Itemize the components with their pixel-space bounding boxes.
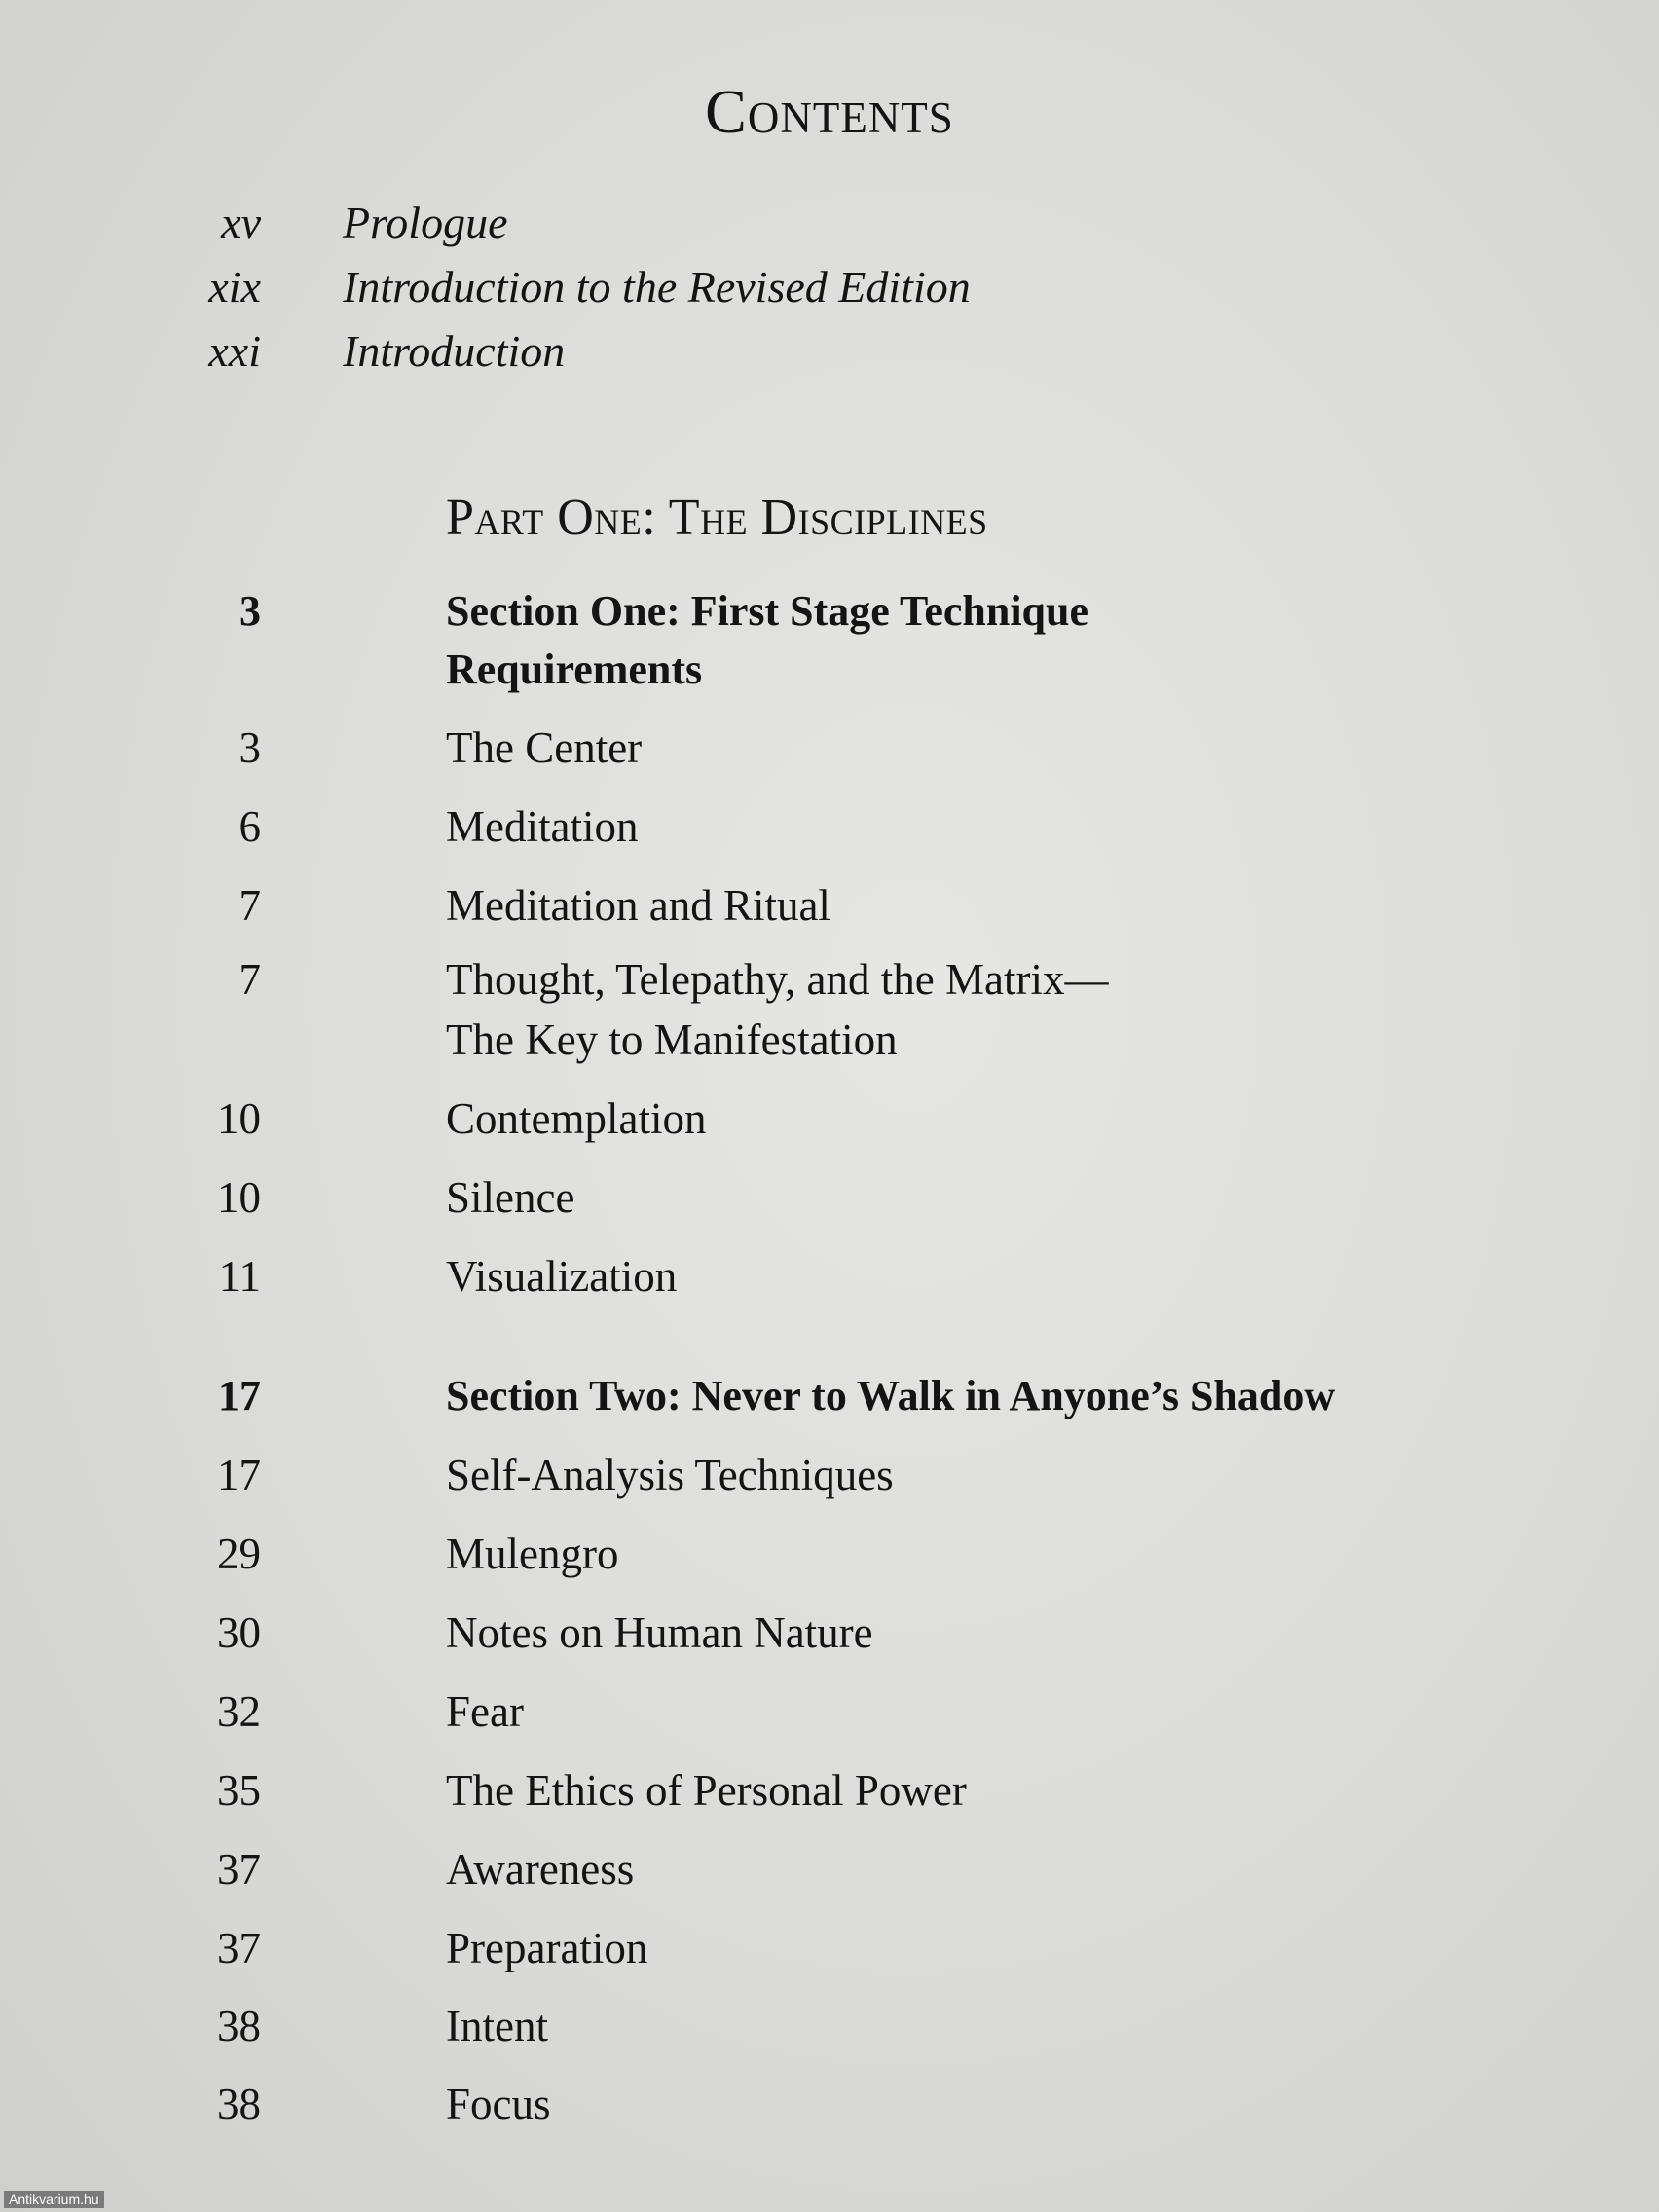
toc-entry-label: Intent [446, 2002, 548, 2050]
toc-entry-label: Awareness [446, 1845, 635, 1894]
toc-page-number: 37 [217, 1845, 261, 1894]
toc-entry-label: Section Two: Never to Walk in Anyone’s Shadow [446, 1372, 1336, 1419]
toc-page-number: 37 [217, 1924, 261, 1972]
toc-page-number: 11 [218, 1252, 261, 1301]
toc-page-number: 17 [217, 1451, 261, 1499]
toc-page-number: 10 [217, 1173, 261, 1222]
part-heading: Part One: The Disciplines [446, 490, 988, 545]
toc-page-number: 35 [217, 1766, 261, 1815]
toc-entry-label: Mulengro [446, 1530, 619, 1578]
toc-entry-label-continued: Requirements [446, 645, 703, 693]
toc-entry-label: Meditation [446, 802, 639, 851]
toc-entry-label: Prologue [343, 198, 508, 247]
toc-entry-label: Fear [446, 1687, 524, 1736]
toc-entry-label: The Ethics of Personal Power [446, 1766, 967, 1815]
toc-entry-label: Focus [446, 2080, 551, 2128]
toc-entry-label: Contemplation [446, 1094, 707, 1143]
toc-page-number: 17 [218, 1372, 261, 1419]
toc-entry-label-continued: The Key to Manifestation [446, 1015, 898, 1064]
toc-entry-label: Notes on Human Nature [446, 1608, 873, 1657]
toc-entry-label: Introduction to the Revised Edition [343, 262, 971, 312]
toc-page-number: 29 [217, 1530, 261, 1578]
toc-page-number: 3 [239, 723, 261, 772]
toc-entry-label: Visualization [446, 1252, 678, 1301]
toc-page-number: xix [208, 262, 261, 312]
toc-entry-label: Section One: First Stage Technique [446, 587, 1089, 635]
toc-page-number: 38 [217, 2002, 261, 2050]
toc-page-number: 30 [217, 1608, 261, 1657]
toc-entry-label: Meditation and Ritual [446, 881, 830, 930]
toc-page-number: xv [221, 198, 261, 247]
watermark-label: Antikvarium.hu [4, 2191, 104, 2208]
toc-entry-label: Silence [446, 1173, 575, 1222]
page-title: Contents [705, 77, 954, 146]
toc-page-number: 6 [239, 802, 261, 851]
toc-entry-label: Self-Analysis Techniques [446, 1451, 894, 1499]
toc-page-number: xxi [208, 326, 261, 376]
toc-entry-label: Preparation [446, 1924, 648, 1972]
toc-page-number: 32 [217, 1687, 261, 1736]
toc-page-number: 7 [239, 955, 261, 1004]
toc-page-number: 3 [240, 587, 261, 635]
toc-entry-label: Thought, Telepathy, and the Matrix— [446, 955, 1109, 1004]
toc-entry-label: The Center [446, 723, 643, 772]
toc-page-number: 7 [239, 881, 261, 930]
toc-entry-label: Introduction [343, 326, 566, 376]
toc-page-number: 38 [217, 2080, 261, 2128]
toc-page-number: 10 [217, 1094, 261, 1143]
